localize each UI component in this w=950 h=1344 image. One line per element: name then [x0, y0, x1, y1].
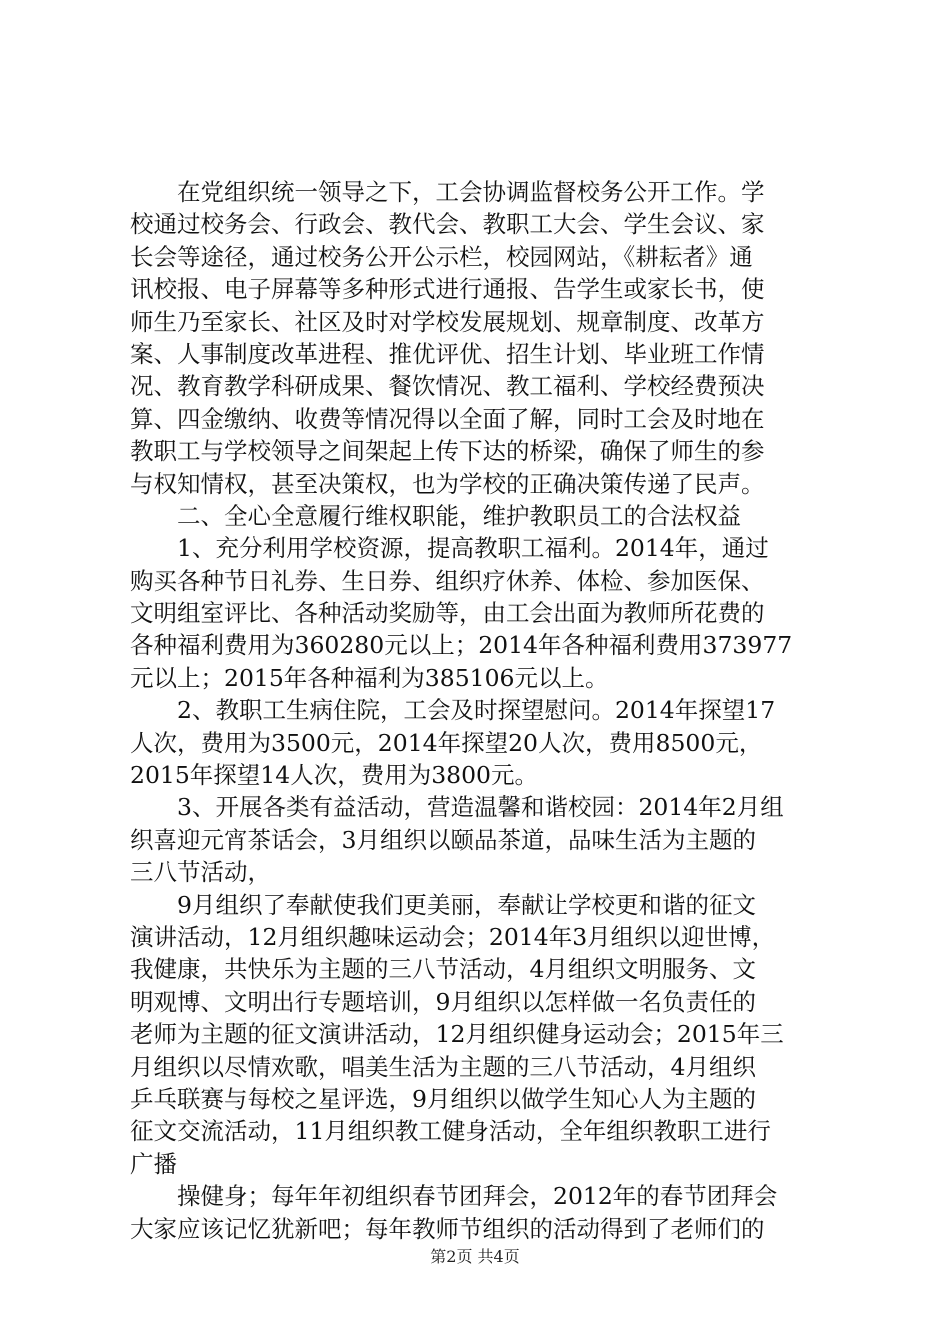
- document-body: [130, 176, 834, 1245]
- text-line: 2、教职工生病住院，工会及时探望慰问。2014年探望17: [130, 696, 776, 725]
- text-line: 在党组织统一领导之下，工会协调监督校务公开工作。学: [130, 178, 765, 206]
- text-line: 况、教育教学科研成果、餐饮情况、教工福利、学校经费预决: [130, 372, 765, 401]
- text-line: 我健康，共快乐为主题的三八节活动，4月组织文明服务、文: [130, 955, 756, 984]
- text-line: 购买各种节日礼券、生日券、组织疗休养、体检、参加医保、: [130, 566, 765, 595]
- text-line: 讯校报、电子屏幕等多种形式进行通报、告学生或家长书，使: [130, 275, 765, 304]
- text-line: 演讲活动，12月组织趣味运动会；2014年3月组织以迎世博，: [130, 922, 776, 951]
- text-line: 算、四金缴纳、收费等情况得以全面了解，同时工会及时地在: [130, 404, 765, 433]
- text-line: 三八节活动，: [130, 858, 271, 887]
- text-line: 人次，费用为3500元，2014年探望20人次，费用8500元，: [130, 728, 763, 757]
- text-line: 与权知情权，甚至决策权，也为学校的正确决策传递了民声。: [130, 469, 765, 498]
- text-line: 月组织以尽情欢歌，唱美生活为主题的三八节活动，4月组织: [130, 1052, 756, 1081]
- text-line: 明观博、文明出行专题培训，9月组织以怎样做一名负责任的: [130, 987, 756, 1016]
- text-line: 2015年探望14人次，费用为3800元。: [130, 761, 539, 790]
- text-line: 操健身；每年年初组织春节团拜会，2012年的春节团拜会: [130, 1182, 778, 1211]
- text-line: 老师为主题的征文演讲活动，12月组织健身运动会；2015年三: [130, 1020, 784, 1049]
- text-line: 校通过校务会、行政会、教代会、教职工大会、学生会议、家: [130, 210, 765, 239]
- text-line: 9月组织了奉献使我们更美丽，奉献让学校更和谐的征文: [130, 890, 756, 919]
- text-line: 长会等途径，通过校务公开公示栏，校园网站，《耕耘者》通: [130, 242, 753, 271]
- text-line: 文明组室评比、各种活动奖励等，由工会出面为教师所花费的: [130, 599, 765, 628]
- text-line: 各种福利费用为360280元以上；2014年各种福利费用373977: [130, 631, 793, 660]
- text-line: 1、充分利用学校资源，提高教职工福利。2014年，通过: [130, 534, 769, 563]
- text-line: 广播: [130, 1149, 177, 1178]
- text-line: 教职工与学校领导之间架起上传下达的桥梁，确保了师生的参: [130, 437, 765, 466]
- text-line: 案、人事制度改革进程、推优评优、招生计划、毕业班工作情: [130, 339, 765, 368]
- text-line: 师生乃至家长、社区及时对学校发展规划、规章制度、改革方: [130, 307, 765, 336]
- text-line: 征文交流活动，11月组织教工健身活动，全年组织教职工进行: [130, 1117, 771, 1146]
- text-line: 大家应该记忆犹新吧；每年教师节组织的活动得到了老师们的: [130, 1214, 765, 1243]
- text-line: 乒乓联赛与每校之星评选，9月组织以做学生知心人为主题的: [130, 1084, 756, 1113]
- text-line: 织喜迎元宵茶话会，3月组织以颐品茶道，品味生活为主题的: [130, 825, 756, 854]
- page-footer: 第2页 共4页: [430, 1247, 520, 1266]
- text-line: 3、开展各类有益活动，营造温馨和谐校园：2014年2月组: [130, 793, 784, 822]
- text-line: 二、全心全意履行维权职能，维护教职员工的合法权益: [130, 501, 741, 530]
- text-line: 元以上；2015年各种福利为385106元以上。: [130, 663, 609, 692]
